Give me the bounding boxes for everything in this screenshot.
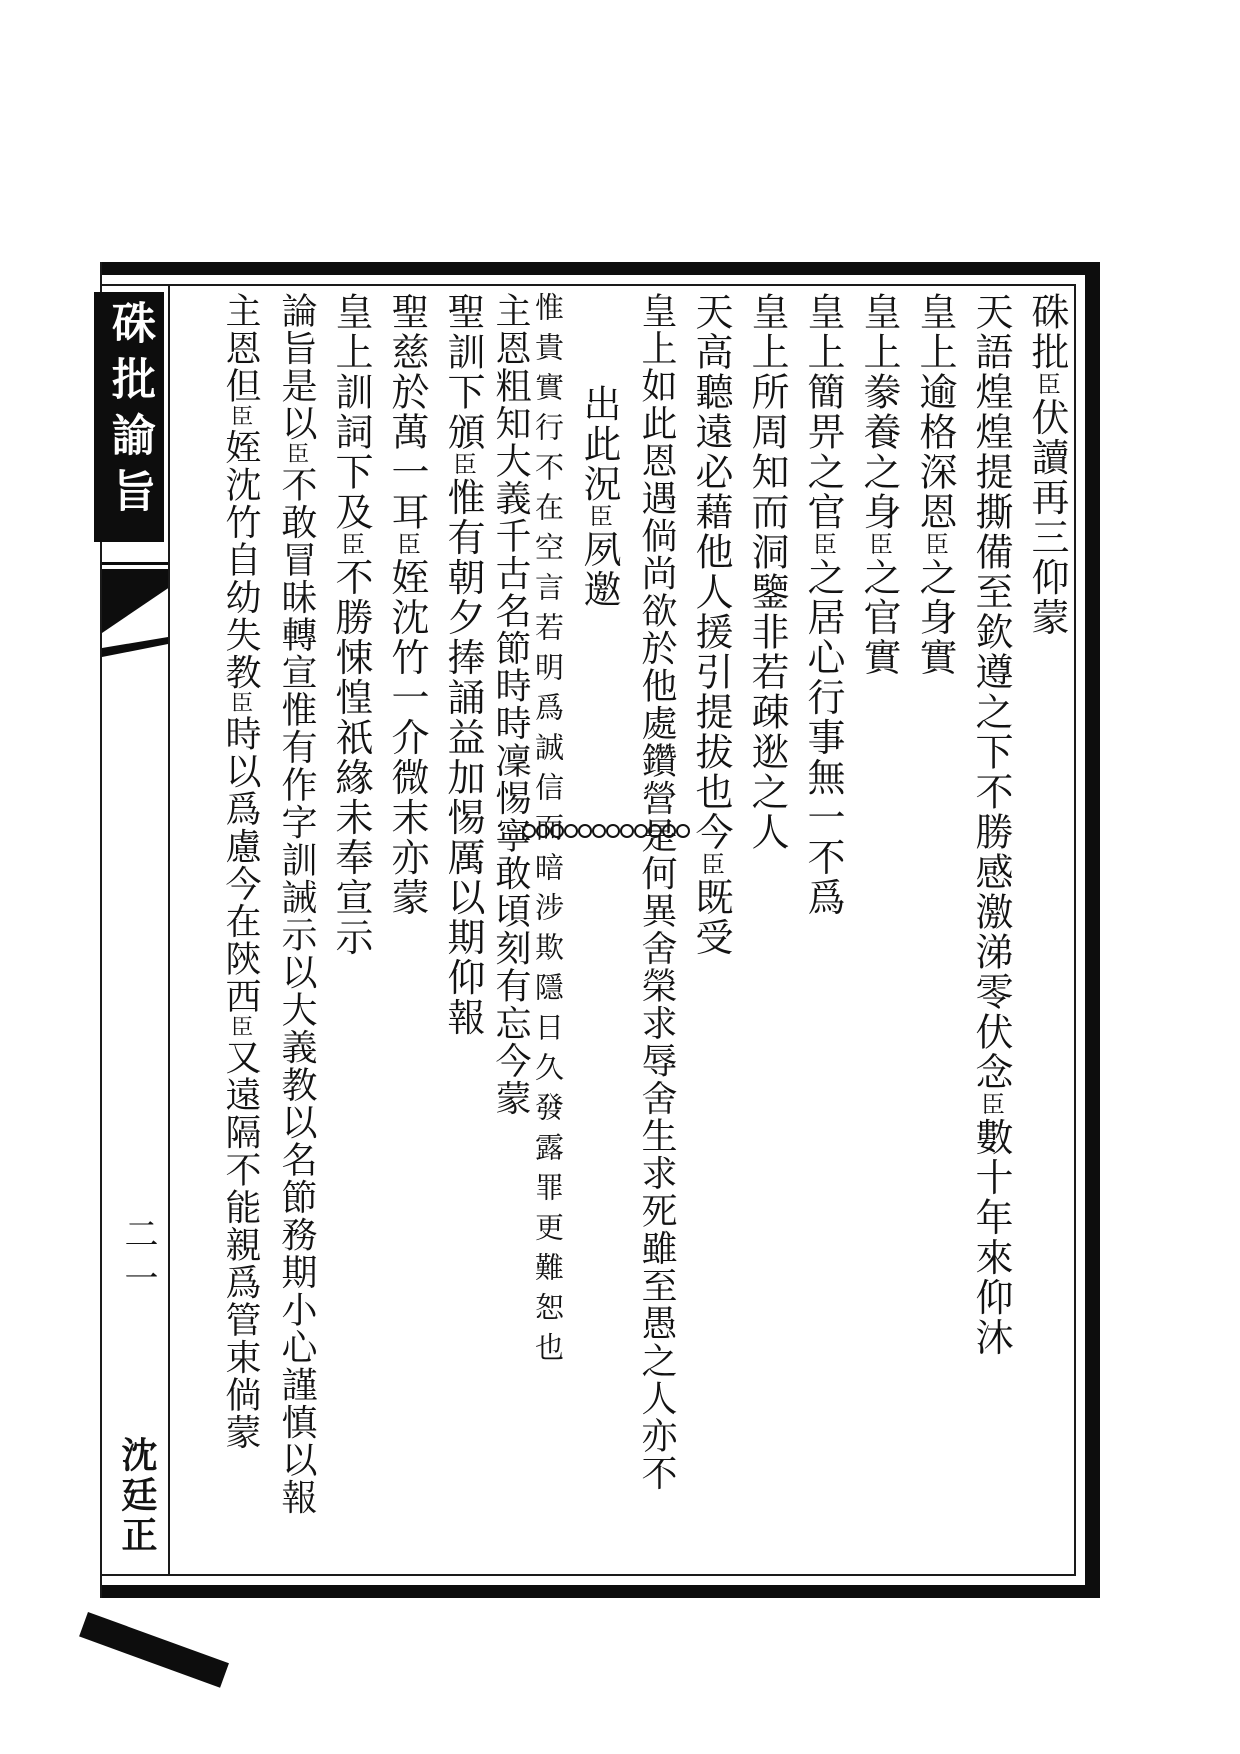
text-segment: 惟有朝夕捧誦益加惕厲以期仰報	[441, 477, 485, 1038]
text-column	[954, 292, 1013, 1574]
text-column	[618, 292, 677, 1574]
emphasis-circle-mark	[648, 824, 662, 838]
text-column	[898, 292, 957, 1574]
text-segment: 聖慈於萬一耳	[385, 292, 429, 532]
text-column	[562, 292, 621, 1574]
text-column	[258, 292, 317, 1574]
emphasis-circle-mark	[676, 824, 690, 838]
fishtail-mark	[102, 569, 168, 633]
text-column	[786, 292, 845, 1574]
text-segment: 皇上逾格深恩	[913, 292, 957, 532]
small-chen-char: 臣	[921, 532, 949, 558]
small-chen-char: 臣	[1033, 372, 1061, 398]
text-segment: 姪沈竹一介微末亦蒙	[385, 557, 429, 918]
text-segment: 之官實	[857, 557, 901, 678]
text-segment: 出此況	[577, 384, 621, 504]
small-chen-char: 臣	[227, 690, 253, 715]
text-segment: 不敢冒昧轉宣惟有作字訓誡示以大義教以名節務期小心謹慎以報	[276, 465, 317, 1516]
text-segment: 姪沈竹自幼失教	[220, 428, 261, 691]
frame-border-bottom	[100, 1585, 1100, 1598]
small-chen-char: 臣	[227, 404, 253, 429]
small-chen-char: 臣	[977, 1092, 1005, 1118]
spine-column	[102, 286, 170, 1574]
frame-border-right-inner	[1074, 284, 1076, 1576]
small-chen-char: 臣	[865, 532, 893, 558]
small-chen-char: 臣	[283, 442, 309, 466]
text-segment: 夙邀	[577, 529, 621, 610]
small-chen-char: 臣	[227, 1014, 253, 1039]
text-segment: 不勝悚惶祇緣未奉宣示	[329, 557, 373, 958]
frame-border-bottom-inner	[100, 1574, 1076, 1576]
text-segment: 數十年來仰沐	[969, 1117, 1013, 1358]
spine-title: 硃批諭旨	[104, 300, 155, 524]
small-chen-char: 臣	[809, 532, 837, 558]
text-segment: 聖訓下頒	[441, 292, 485, 452]
text-column	[482, 292, 531, 1574]
text-segment: 主恩但	[220, 292, 261, 405]
text-segment: 天高聽遠必藉他人援引提拔也今	[689, 292, 733, 852]
text-column	[202, 292, 261, 1574]
spine-title-block	[94, 292, 164, 542]
text-segment: 論旨是以	[276, 292, 317, 442]
rescript-annotation-column	[528, 292, 565, 1574]
text-segment: 主恩粗知大義千古名節時時凜惕寧敢頃刻有忘今蒙	[490, 292, 531, 1117]
text-column	[842, 292, 901, 1574]
text-segment: 時以爲慮今在陝西	[220, 714, 261, 1015]
frame-border-right	[1085, 262, 1100, 1598]
text-segment: 皇上訓詞下及	[329, 292, 373, 532]
emphasis-circle-mark	[662, 824, 676, 838]
text-segment: 之身實	[913, 557, 957, 678]
text-segment: 之居心行事無一不爲	[801, 557, 845, 918]
text-segment: 皇上豢養之身	[857, 292, 901, 532]
frame-border-top	[100, 262, 1100, 275]
page-number: 二一	[118, 1216, 158, 1304]
scan-artifact	[79, 1612, 229, 1688]
spine-rule	[102, 562, 168, 565]
fishtail-stripe-mark	[102, 637, 168, 657]
text-column	[370, 292, 429, 1574]
text-segment: 伏讀再三仰蒙	[1025, 397, 1069, 638]
page-frame	[100, 262, 1100, 1598]
small-chen-char: 臣	[585, 504, 613, 530]
text-column	[1010, 292, 1069, 1574]
text-segment: 天語煌煌提撕備至欽遵之下不勝感激涕零伏念	[969, 292, 1013, 1092]
text-column	[314, 292, 373, 1574]
small-chen-char: 臣	[449, 452, 477, 478]
section-author-label: 沈廷正	[116, 1436, 158, 1556]
text-segment: 皇上所周知而洞鑒非若疎逖之人	[745, 292, 789, 852]
text-segment: 硃批	[1025, 292, 1069, 372]
small-chen-char: 臣	[337, 532, 365, 558]
text-column	[674, 292, 733, 1574]
emphasis-circle-mark	[634, 824, 648, 838]
text-segment: 皇上簡畀之官	[801, 292, 845, 532]
small-chen-char: 臣	[697, 852, 725, 878]
small-chen-char: 臣	[393, 532, 421, 558]
text-segment: 又遠隔不能親爲管束倘蒙	[220, 1038, 261, 1451]
emphasis-circle-mark	[620, 824, 634, 838]
text-segment: 既受	[689, 877, 733, 958]
text-column	[730, 292, 789, 1574]
text-columns	[170, 286, 1074, 1574]
text-segment: 惟貴實行不在空言若明爲誠信而暗涉欺隱日久發露罪更難恕也	[531, 292, 565, 1372]
text-segment: 皇上如此恩遇倘尚欲於他處鑽營是何異舍榮求辱舍生求死雖至愚之人亦不	[636, 292, 677, 1492]
text-column	[426, 292, 485, 1574]
